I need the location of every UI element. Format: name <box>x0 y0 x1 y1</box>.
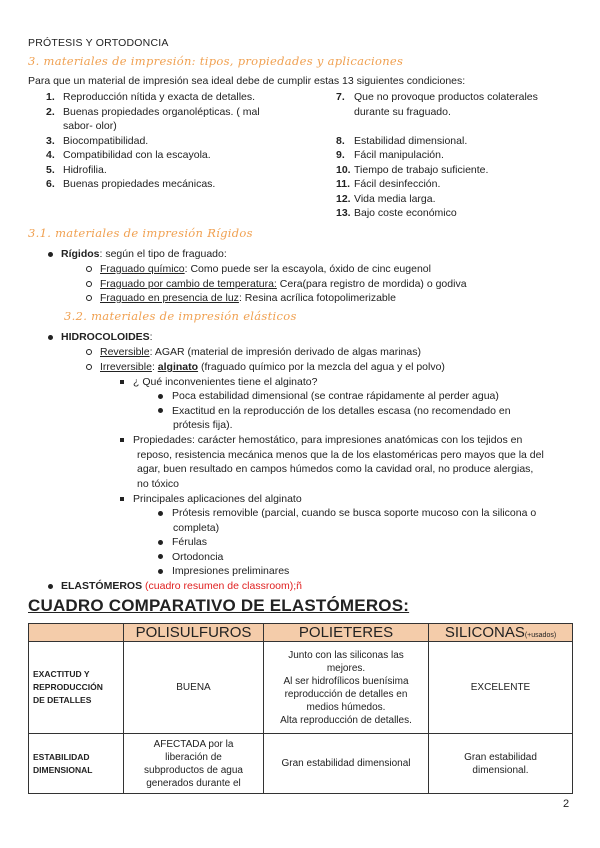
item-underlined: Fraguado por cambio de temperatura: <box>100 277 277 290</box>
siliconas-label: SILICONAS <box>444 624 525 641</box>
reversible-label: Reversible <box>100 346 150 358</box>
condition-item <box>336 148 538 163</box>
apps-items <box>158 506 568 579</box>
condition-number: 11. <box>336 178 351 190</box>
item-text: Cera(para registro de mordida) o godiva <box>276 277 467 290</box>
condition-item <box>336 177 538 192</box>
item-text: prótesis fija). <box>173 419 233 431</box>
rigidos-list <box>86 262 467 306</box>
condition-item <box>46 105 260 120</box>
cell-polieteres: Gran estabilidad dimensional <box>264 734 429 794</box>
list-item <box>158 389 568 404</box>
list-item <box>158 550 568 565</box>
page-number: 2 <box>563 798 570 810</box>
table-row <box>29 734 573 794</box>
condition-text: Fácil manipulación. <box>354 149 444 161</box>
intro-text: Para que un material de impresión sea ideal debe de cumplir estas 13 siguientes condiciones: <box>28 75 466 87</box>
header-polisulfuros: POLISULFUROS <box>124 624 264 642</box>
condition-number: 1. <box>46 91 55 103</box>
list-item <box>120 477 572 492</box>
alginato-term: alginato <box>157 361 199 373</box>
propiedades <box>120 433 572 491</box>
condition-number: 4. <box>46 149 55 161</box>
question-items <box>158 389 568 433</box>
condition-item <box>46 177 260 192</box>
item-text: Propiedades: carácter hemostático, para impresiones anatómicas con los tejidos en <box>133 434 523 446</box>
question-text: ¿ Qué inconvenientes tiene el alginato? <box>133 376 318 388</box>
condition-number: 13. <box>336 207 351 219</box>
item-text: agar, buen resultado en campos húmedos como la cavidad oral, no produce alergias, <box>137 463 534 475</box>
condition-text: Que no provoque productos colaterales <box>354 91 538 103</box>
condition-item <box>336 105 538 120</box>
hidro-label: HIDROCOLOIDES <box>61 331 150 343</box>
irreversible-label: Irreversible <box>100 361 152 373</box>
cell-siliconas: EXCELENTE <box>429 642 573 734</box>
condition-number: 7. <box>336 91 345 103</box>
irreversible-sep: : <box>151 361 158 373</box>
item-text: Férulas <box>172 536 208 548</box>
condition-text: Buenas propiedades mecánicas. <box>63 178 216 190</box>
condition-text: Estabilidad dimensional. <box>354 134 468 147</box>
siliconas-note: (+usados) <box>524 632 557 639</box>
rigidos-bullet <box>48 247 227 262</box>
condition-item <box>46 119 260 134</box>
item-underlined: Fraguado en presencia de luz <box>100 292 239 304</box>
condition-item <box>336 90 538 105</box>
condition-text: Compatibilidad con la escayola. <box>63 149 211 161</box>
condition-item <box>336 119 538 134</box>
header-siliconas <box>429 624 573 642</box>
condition-text: sabor- olor) <box>63 120 117 132</box>
condition-text: Fácil desinfección. <box>354 178 441 190</box>
condition-number: 10. <box>336 163 351 176</box>
alginato-question <box>120 375 317 390</box>
row-head: ESTABILIDAD DIMENSIONAL <box>29 734 124 794</box>
bullet-dot <box>48 252 53 257</box>
apps-text: Principales aplicaciones del alginato <box>133 493 302 505</box>
condition-number: 12. <box>336 192 351 205</box>
list-item <box>158 404 568 419</box>
row-head: EXACTITUD Y REPRODUCCIÓN DE DETALLES <box>29 642 124 734</box>
list-item <box>120 433 572 448</box>
table-header-row <box>29 624 573 642</box>
list-item <box>86 291 467 306</box>
condition-number: 6. <box>46 178 55 190</box>
list-item <box>158 521 568 536</box>
condition-item <box>46 134 260 149</box>
header-empty <box>29 624 124 642</box>
condition-text: Bajo coste económico <box>354 207 457 219</box>
header-polieteres: POLIETERES <box>264 624 429 642</box>
condition-item <box>336 206 538 221</box>
hidro-colon: : <box>149 331 153 343</box>
item-text: : Resina acrílica fotopolimerizable <box>238 292 396 304</box>
cell-polisulfuros: BUENA <box>124 642 264 734</box>
irreversible-text: (fraguado químico por la mezcla del agua y el polvo) <box>198 361 445 373</box>
item-underlined: Fraguado químico <box>100 263 185 275</box>
conditions-left <box>46 90 260 192</box>
conditions-right <box>336 90 538 221</box>
condition-text: Vida media larga. <box>354 192 436 205</box>
hidro-bullet <box>48 330 153 345</box>
aplicaciones <box>120 492 302 507</box>
table-title: CUADRO COMPARATIVO DE ELASTÓMEROS: <box>28 596 410 615</box>
item-text: Impresiones preliminares <box>172 565 290 577</box>
list-item <box>158 418 568 433</box>
item-text: Poca estabilidad dimensional (se contrae rápidamente al perder agua) <box>172 390 499 402</box>
cell-polieteres: Junto con las siliconas las mejores. Al ser hidrofílicos buenísima reproducción de detalles en medios húmedos. Alta reproducción de detalles. <box>264 642 429 734</box>
rigidos-label: Rígidos <box>61 248 100 260</box>
condition-item <box>46 148 260 163</box>
condition-number: 9. <box>336 149 345 161</box>
condition-text: durante su fraguado. <box>354 105 451 118</box>
condition-item <box>336 163 538 178</box>
rigidos-text: : según el tipo de fraguado: <box>99 248 227 260</box>
item-text: completa) <box>173 521 220 534</box>
list-item <box>86 277 467 292</box>
list-item <box>120 448 572 463</box>
comparison-table <box>28 623 573 794</box>
condition-text: Reproducción nítida y exacta de detalles. <box>63 91 256 103</box>
list-item <box>158 535 568 550</box>
cell-siliconas: Gran estabilidad dimensional. <box>429 734 573 794</box>
hidro-irreversible <box>86 360 445 375</box>
condition-text: Buenas propiedades organolépticas. ( mal <box>63 105 260 118</box>
condition-text: Tiempo de trabajo suficiente. <box>354 163 489 176</box>
item-text: Ortodoncia <box>172 550 224 563</box>
item-text: : Como puede ser la escayola, óxido de cinc eugenol <box>184 263 431 275</box>
section-3-1-heading: 3.1. materiales de impresión Rígidos <box>28 226 253 240</box>
condition-item <box>46 163 260 178</box>
page-header: PRÓTESIS Y ORTODONCIA <box>28 37 169 49</box>
item-text: Exactitud en la reproducción de los detalles escasa (no recomendado en <box>172 404 511 417</box>
condition-text: Biocompatibilidad. <box>63 134 149 147</box>
condition-item <box>46 90 260 105</box>
condition-number: 3. <box>46 134 55 147</box>
item-text: reposo, resistencia mecánica menos que la de los elastoméricas pero mayos que la del <box>137 448 544 461</box>
list-item <box>158 564 568 579</box>
elastomeros-bullet <box>48 579 302 594</box>
reversible-text: : AGAR (material de impresión derivado de algas marinas) <box>149 346 421 358</box>
section-3-2-heading: 3.2. materiales de impresión elásticos <box>64 309 297 323</box>
list-item <box>120 462 572 477</box>
elastomeros-note: (cuadro resumen de classroom);ñ <box>145 580 302 592</box>
condition-number: 5. <box>46 163 55 176</box>
item-text: no tóxico <box>137 477 180 490</box>
hidro-reversible <box>86 345 421 360</box>
condition-text: Hidrofilia. <box>63 163 107 176</box>
condition-number: 2. <box>46 105 55 118</box>
list-item <box>86 262 467 277</box>
section-3-heading: 3. materiales de impresión: tipos, propiedades y aplicaciones <box>28 54 404 68</box>
cell-polisulfuros: AFECTADA por la liberación de subproductos de agua generados durante el <box>124 734 264 794</box>
elastomeros-label: ELASTÓMEROS <box>61 580 143 592</box>
table-row <box>29 642 573 734</box>
condition-item <box>336 192 538 207</box>
condition-number: 8. <box>336 134 345 147</box>
condition-item <box>336 134 538 149</box>
list-item <box>158 506 568 521</box>
item-text: Prótesis removible (parcial, cuando se busca soporte mucoso con la silicona o <box>172 507 537 519</box>
